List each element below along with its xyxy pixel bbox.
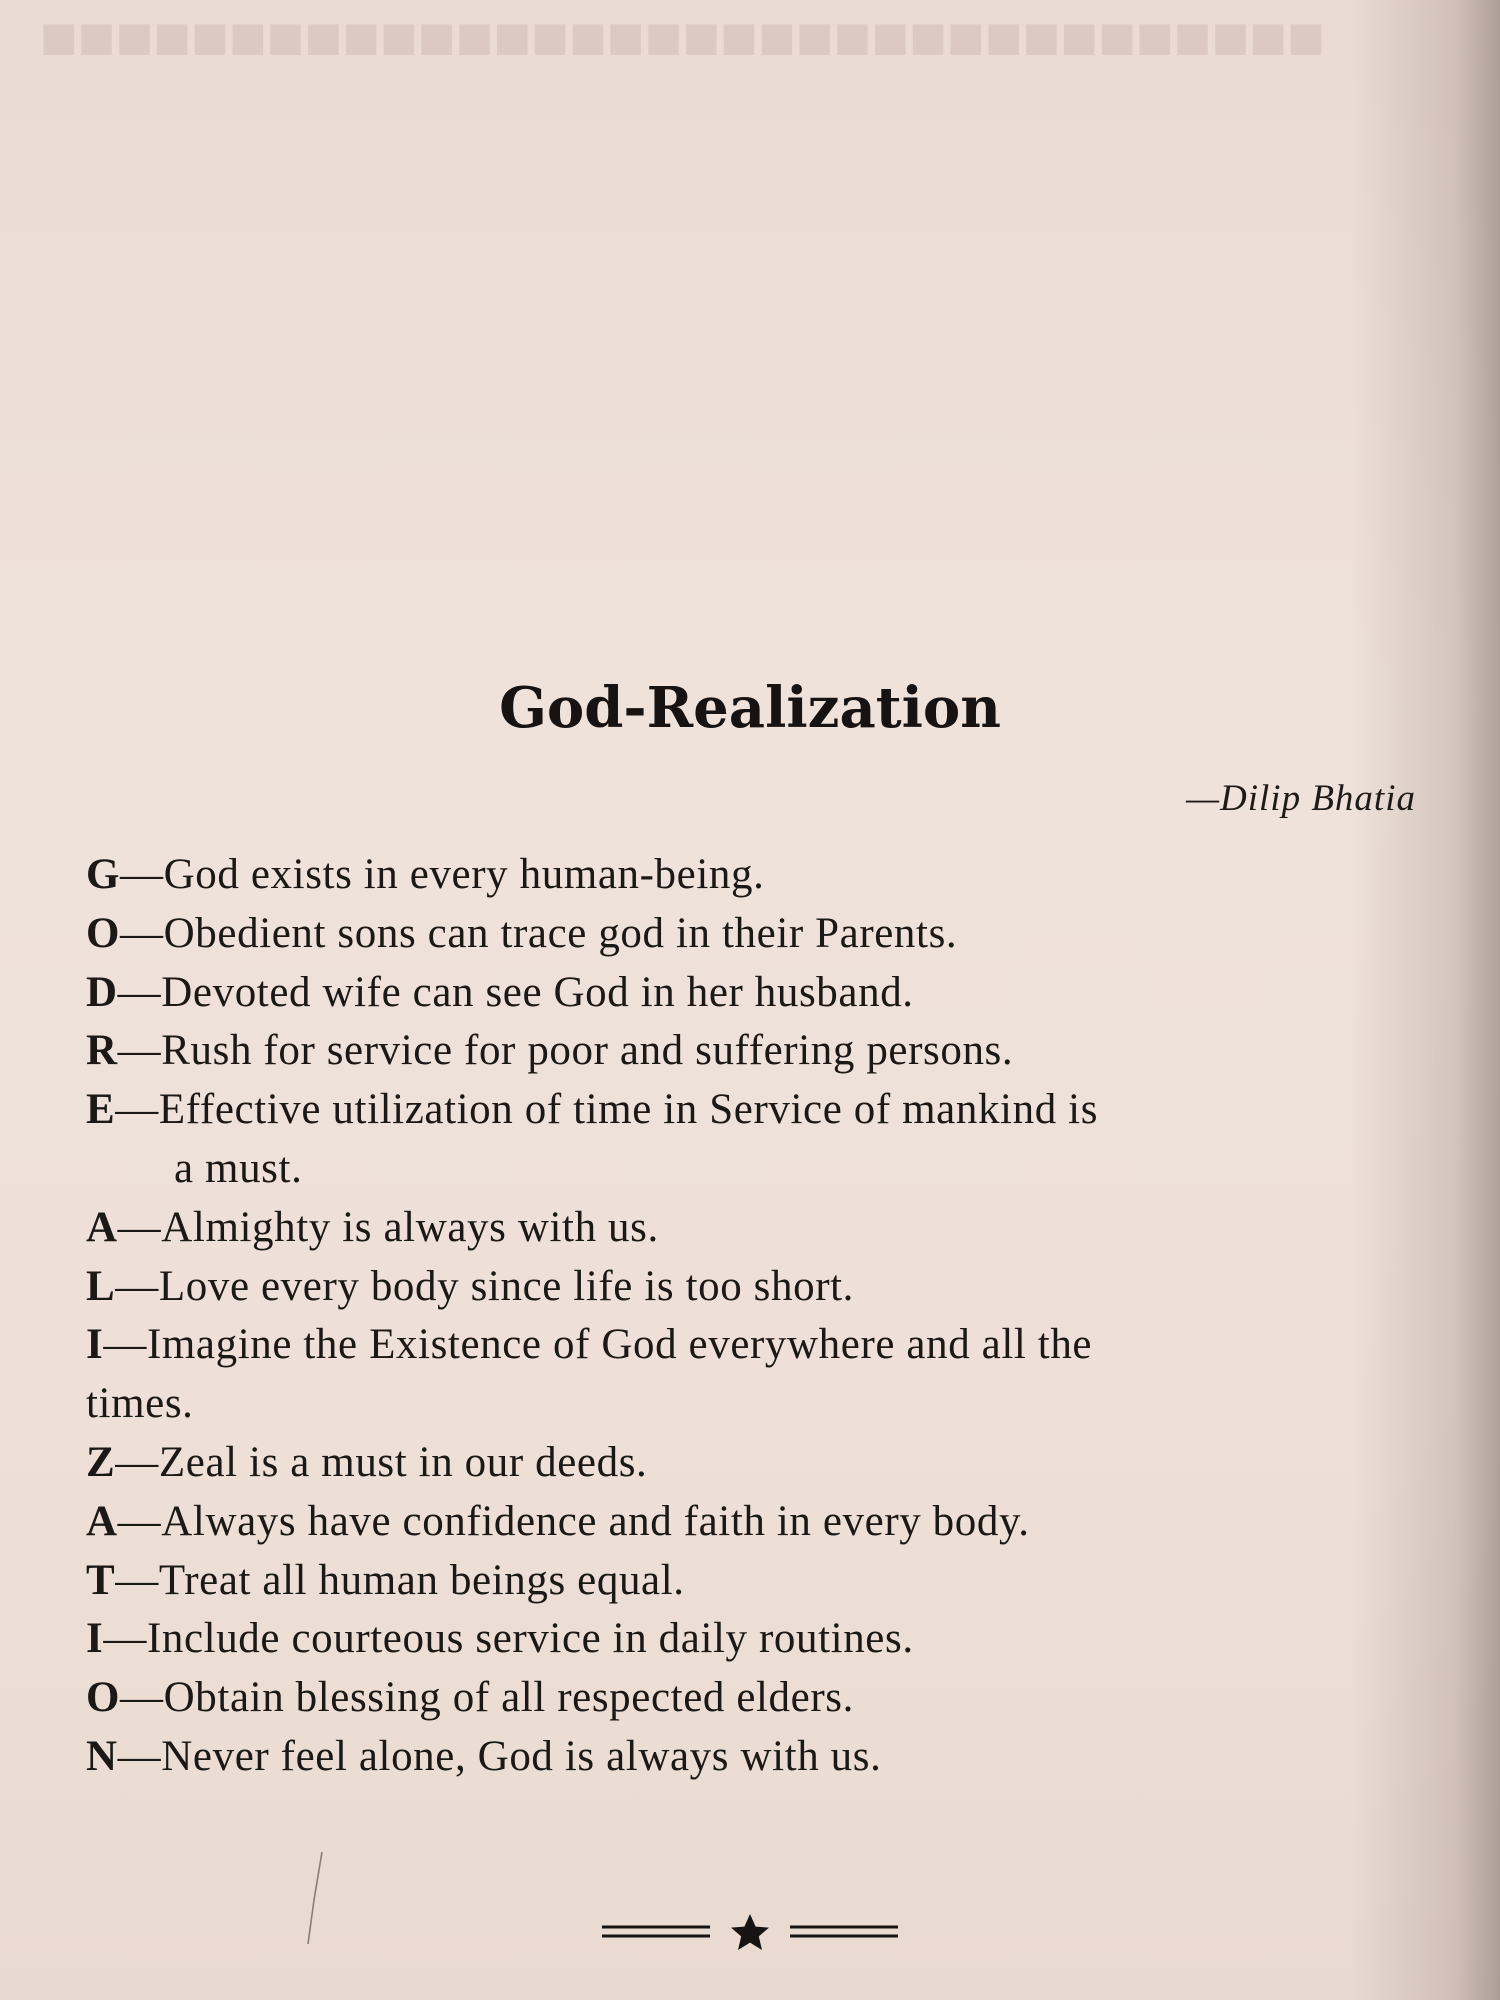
acrostic-letter: A — [86, 1497, 118, 1545]
star-divider-icon — [600, 1912, 900, 1952]
poem-line — [86, 1316, 1416, 1434]
poem-line — [86, 1493, 1416, 1552]
poem-line — [86, 1728, 1416, 1787]
poem-dash: — — [103, 1615, 147, 1663]
acrostic-letter: E — [86, 1086, 116, 1134]
poem-line-text: Treat all human beings equal. — [158, 1556, 685, 1604]
poem-dash: — — [120, 909, 164, 957]
poem-line — [86, 964, 1416, 1023]
poem-line-text: Almighty is always with us. — [161, 1203, 659, 1251]
poem-line-text: Love every body since life is too short. — [158, 1262, 855, 1310]
poem-dash: — — [120, 851, 164, 898]
poem-line — [86, 1258, 1416, 1317]
poem-dash: — — [117, 1497, 162, 1545]
poem-dash: — — [117, 1732, 162, 1780]
acrostic-letter: O — [86, 909, 121, 957]
poem-line-text: Obtain blessing of all respected elders. — [163, 1674, 854, 1722]
poem-line-text: Always have confidence and faith in every body. — [161, 1497, 1030, 1545]
poem-dash: — — [117, 1027, 162, 1075]
poem-dash: — — [117, 968, 162, 1016]
poem-line-text: Devoted wife can see God in her husband. — [161, 968, 914, 1016]
acrostic-letter: N — [86, 1732, 118, 1780]
poem-dash: — — [117, 1203, 162, 1251]
poem-line — [86, 1081, 1416, 1199]
poem-dash: — — [115, 1556, 159, 1604]
poem-line — [86, 1434, 1416, 1493]
acrostic-letter: I — [86, 1321, 104, 1369]
poem-line — [86, 1199, 1416, 1258]
poem-line-text: Zeal is a must in our deeds. — [158, 1438, 648, 1486]
acrostic-poem — [86, 846, 1416, 1787]
poem-line-text: Rush for service for poor and suffering persons. — [161, 1027, 1014, 1075]
acrostic-letter: L — [86, 1262, 116, 1310]
bleed-through-texture: ■■■■■■■■■■■■■■■■■■■■■■■■■■■■■■■■■■ — [40, 14, 1325, 60]
poem-line-text: Effective utilization of time in Service of mankind is — [158, 1086, 1099, 1134]
poem-line-text: Imagine the Existence of God everywhere and all the — [146, 1321, 1093, 1369]
poem-line — [86, 1022, 1416, 1081]
poem-line-text: Obedient sons can trace god in their Parents. — [163, 909, 958, 957]
author-byline: —Dilip Bhatia — [1186, 778, 1416, 819]
poem-dash: — — [115, 1262, 159, 1310]
poem-line-text: Never feel alone, God is always with us. — [161, 1732, 882, 1780]
poem-dash: — — [120, 1674, 164, 1722]
acrostic-letter: O — [86, 1674, 121, 1722]
poem-line-text: Include courteous service in daily routines. — [146, 1615, 914, 1663]
poem-line — [86, 1669, 1416, 1728]
acrostic-letter: T — [86, 1556, 116, 1604]
page-title: God-Realization — [499, 675, 1001, 741]
poem-dash: — — [103, 1321, 147, 1369]
poem-dash: — — [115, 1438, 159, 1486]
acrostic-letter: R — [86, 1027, 118, 1075]
acrostic-letter: I — [86, 1615, 104, 1663]
poem-line-wrap: times. — [86, 1380, 194, 1428]
acrostic-letter: D — [86, 968, 118, 1016]
acrostic-letter: A — [86, 1203, 118, 1251]
poem-line — [86, 846, 1416, 905]
poem-line — [86, 1552, 1416, 1611]
poem-line — [86, 1610, 1416, 1669]
paper-scratch-mark — [300, 1848, 330, 1948]
poem-line-continuation: a must. — [174, 1144, 303, 1192]
poem-dash: — — [115, 1086, 159, 1134]
acrostic-letter: Z — [86, 1438, 116, 1486]
acrostic-letter: G — [86, 851, 121, 898]
poem-line-text: God exists in every human-being. — [163, 851, 765, 898]
poem-line — [86, 905, 1416, 964]
